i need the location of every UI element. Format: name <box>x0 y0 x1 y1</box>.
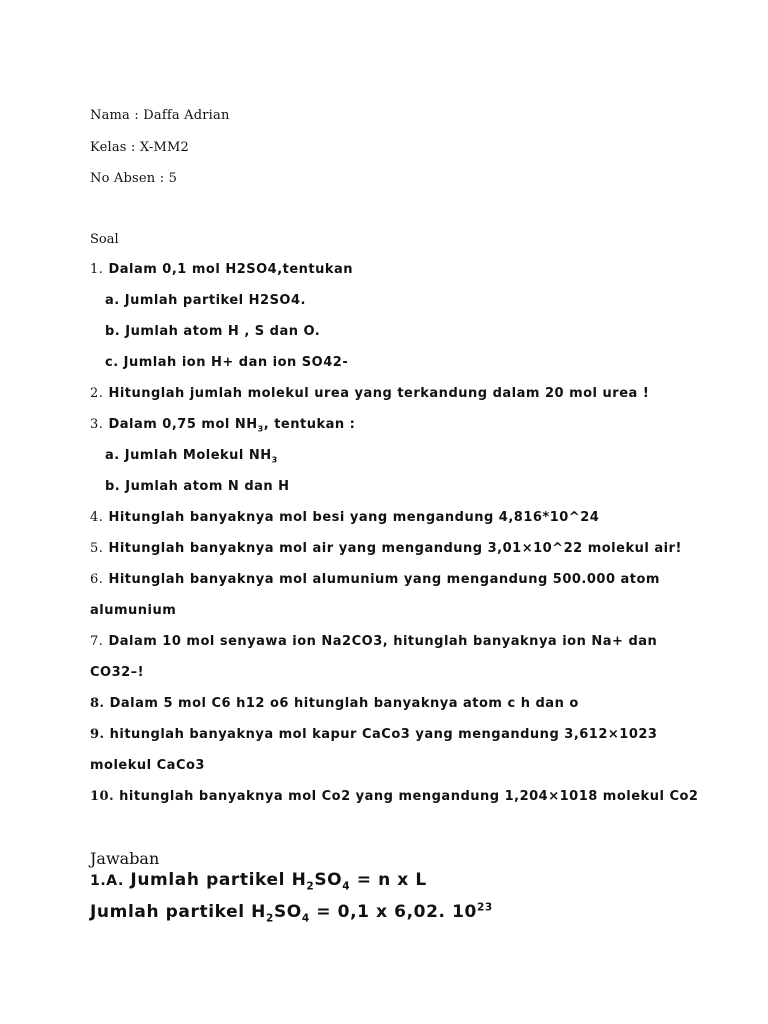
question-1 <box>90 262 353 277</box>
question-text: Dalam 0,75 mol $NH_3$, tentukan : <box>108 417 356 434</box>
question-text: Hitunglah banyaknya mol alumunium yang mengandung 500.000 atom <box>108 572 660 587</box>
question-number: 8. <box>90 696 105 711</box>
question-8 <box>90 696 579 711</box>
question-1c: c. Jumlah ion H+ dan ion SO42- <box>105 355 349 370</box>
question-6 <box>90 572 660 587</box>
question-6-continued: alumunium <box>90 603 177 618</box>
question-1a: a. Jumlah partikel H2SO4. <box>105 293 306 308</box>
question-2 <box>90 386 649 401</box>
question-3a: a. Jumlah Molekul $NH_3$ <box>105 448 278 465</box>
question-number: 2. <box>90 386 104 401</box>
question-text: Hitunglah banyaknya mol air yang mengandung 3,01×10^22 molekul air! <box>108 541 682 556</box>
question-7-continued: CO32–! <box>90 665 145 680</box>
answer-number: 1.A. <box>90 873 124 889</box>
question-5 <box>90 541 682 556</box>
jawaban-heading: Jawaban <box>90 849 160 868</box>
question-text: Dalam 10 mol senyawa ion Na2CO3, hitunglah banyaknya ion Na+ dan <box>108 634 658 649</box>
answer-formula: Jumlah partikel $H_2SO_4 = 0,1$ x 6,02. $10^{23}$ <box>90 901 493 925</box>
question-number: 9. <box>90 727 105 742</box>
question-number: 4. <box>90 510 104 525</box>
student-name: Nama : Daffa Adrian <box>90 108 230 123</box>
question-number: 5. <box>90 541 104 556</box>
question-text: Hitunglah jumlah molekul urea yang terkandung dalam 20 mol urea ! <box>108 386 650 401</box>
question-text: hitunglah banyaknya mol kapur CaCo3 yang mengandung 3,612×1023 <box>109 727 658 742</box>
question-7 <box>90 634 657 649</box>
question-3 <box>90 417 355 432</box>
question-10 <box>90 789 698 804</box>
soal-heading: Soal <box>90 232 119 247</box>
question-number: 1. <box>90 262 104 277</box>
question-text: Hitunglah banyaknya mol besi yang mengandung 4,816*10^24 <box>108 510 600 525</box>
question-1b: b. Jumlah atom H , S dan O. <box>105 324 321 339</box>
question-text: hitunglah banyaknya mol Co2 yang mengandung 1,204×1018 molekul Co2 <box>119 789 699 804</box>
student-class: Kelas : X-MM2 <box>90 140 189 155</box>
question-text: Dalam 0,1 mol H2SO4,tentukan <box>108 262 354 277</box>
answer-line-2 <box>90 901 493 925</box>
answer-formula: Jumlah partikel $H_2SO_4 = n$ x L <box>130 870 427 893</box>
question-3b: b. Jumlah atom N dan H <box>105 479 290 494</box>
question-number: 7. <box>90 634 104 649</box>
question-text: Dalam 5 mol C6 h12 o6 hitunglah banyaknya atom c h dan o <box>109 696 579 711</box>
question-9 <box>90 727 657 742</box>
question-number: 3. <box>90 417 104 432</box>
question-9-continued: molekul CaCo3 <box>90 758 205 773</box>
question-number: 6. <box>90 572 104 587</box>
answer-line-1 <box>90 870 427 893</box>
question-number: 10. <box>90 789 115 804</box>
student-number: No Absen : 5 <box>90 171 178 186</box>
question-4 <box>90 510 599 525</box>
